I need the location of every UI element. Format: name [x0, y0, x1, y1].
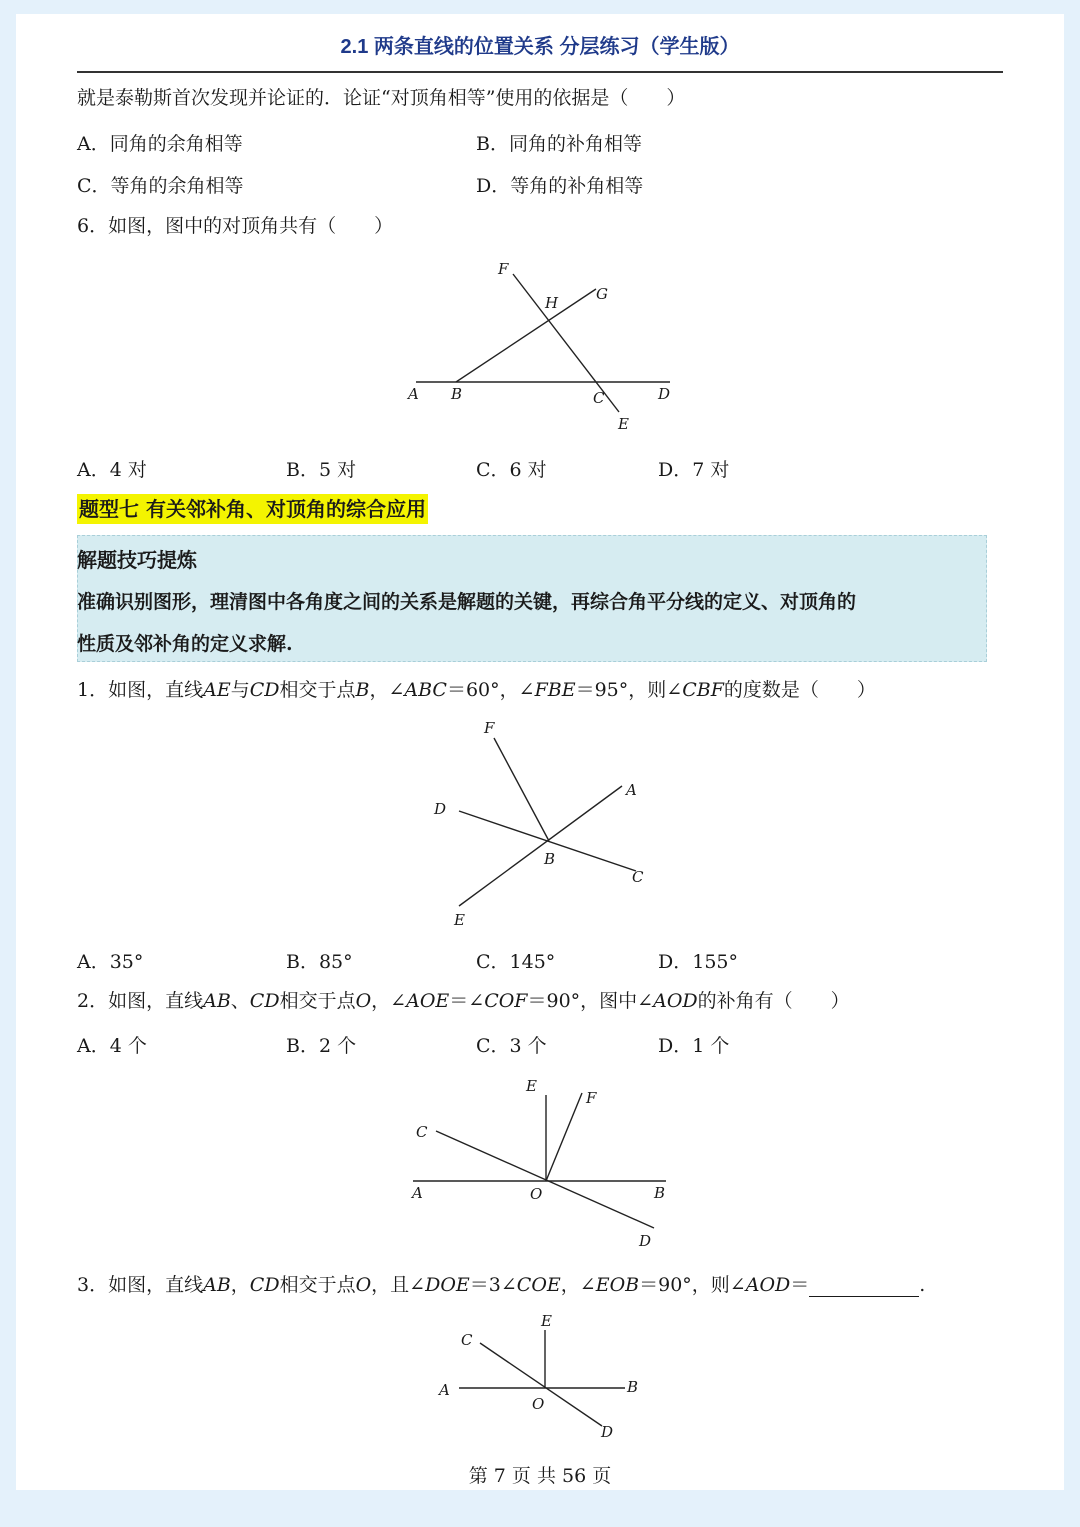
p3-label-d: D — [601, 1423, 614, 1441]
q6-option-c: C．6 对 — [476, 459, 547, 481]
p2-label-a: A — [412, 1184, 423, 1202]
q5-stem: 就是泰勒斯首次发现并论证的．论证“对顶角相等”使用的依据是（ ） — [77, 87, 686, 109]
q5-option-a: A．同角的余角相等 — [77, 133, 243, 155]
q6-label-a: A — [408, 385, 419, 403]
q6-option-b: B．5 对 — [286, 459, 357, 481]
p3-label-e: E — [541, 1312, 552, 1330]
p3-label-c: C — [461, 1331, 473, 1349]
q6-label-c: C — [593, 389, 605, 407]
p1-label-d: D — [434, 800, 447, 818]
p1-option-c: C．145° — [476, 951, 556, 973]
page-title: 2.1 两条直线的位置关系 分层练习（学生版） — [340, 36, 740, 58]
p1-option-d: D．155° — [658, 951, 738, 973]
p2-label-d: D — [639, 1232, 652, 1250]
p2-option-b: B．2 个 — [286, 1035, 357, 1057]
p3-label-b: B — [627, 1378, 639, 1396]
p1-label-a: A — [626, 781, 637, 799]
page-number: 第 7 页 共 56 页 — [468, 1465, 612, 1487]
p1-label-b: B — [544, 850, 556, 868]
p1-option-b: B．85° — [286, 951, 353, 973]
p1-label-f: F — [484, 719, 495, 737]
p1-option-a: A．35° — [77, 951, 144, 973]
p2-label-e: E — [526, 1077, 537, 1095]
p2-stem: 2．如图，直线AB、CD相交于点O，∠AOE＝∠COF＝90°，图中∠AOD的补角有（ ） — [77, 990, 850, 1012]
q6-label-f: F — [498, 260, 509, 278]
q5-option-b: B．同角的补角相等 — [476, 133, 642, 155]
tip-text-line-2: 性质及邻补角的定义求解. — [77, 633, 293, 655]
p2-label-c: C — [416, 1123, 428, 1141]
q5-option-d: D．等角的补角相等 — [476, 175, 644, 197]
q6-option-a: A．4 对 — [77, 459, 147, 481]
p2-label-f: F — [586, 1089, 597, 1107]
p3-label-o: O — [532, 1395, 545, 1413]
p3-line-cd — [480, 1343, 602, 1426]
q6-label-d: D — [658, 385, 671, 403]
q6-stem: 6．如图，图中的对顶角共有（ ） — [77, 215, 394, 237]
q6-label-g: G — [596, 285, 608, 303]
section-title: 题型七 有关邻补角、对顶角的综合应用 — [77, 494, 428, 524]
q6-label-h: H — [545, 294, 559, 312]
p2-option-c: C．3 个 — [476, 1035, 547, 1057]
p3-label-a: A — [439, 1381, 450, 1399]
p2-option-d: D．1 个 — [658, 1035, 730, 1057]
tip-text-line-1: 准确识别图形，理清图中各角度之间的关系是解题的关键，再综合角平分线的定义、对顶角的 — [77, 591, 857, 613]
q5-option-c: C．等角的余角相等 — [77, 175, 244, 197]
q6-option-d: D．7 对 — [658, 459, 730, 481]
p1-stem: 1．如图，直线AE与CD相交于点B，∠ABC＝60°，∠FBE＝95°，则∠CBF的度数是（ ） — [77, 679, 876, 701]
p3-stem: 3．如图，直线AB，CD相交于点O，且∠DOE＝3∠COE，∠EOB＝90°，则∠AOD＝ . — [77, 1274, 926, 1296]
p2-option-a: A．4 个 — [77, 1035, 147, 1057]
p1-label-c: C — [632, 868, 644, 886]
p2-label-b: B — [654, 1184, 666, 1202]
q6-label-b: B — [451, 385, 463, 403]
p2-label-o: O — [530, 1185, 543, 1203]
p1-label-e: E — [454, 911, 465, 929]
q6-label-e: E — [618, 415, 629, 433]
tip-heading: 解题技巧提炼 — [77, 548, 197, 572]
